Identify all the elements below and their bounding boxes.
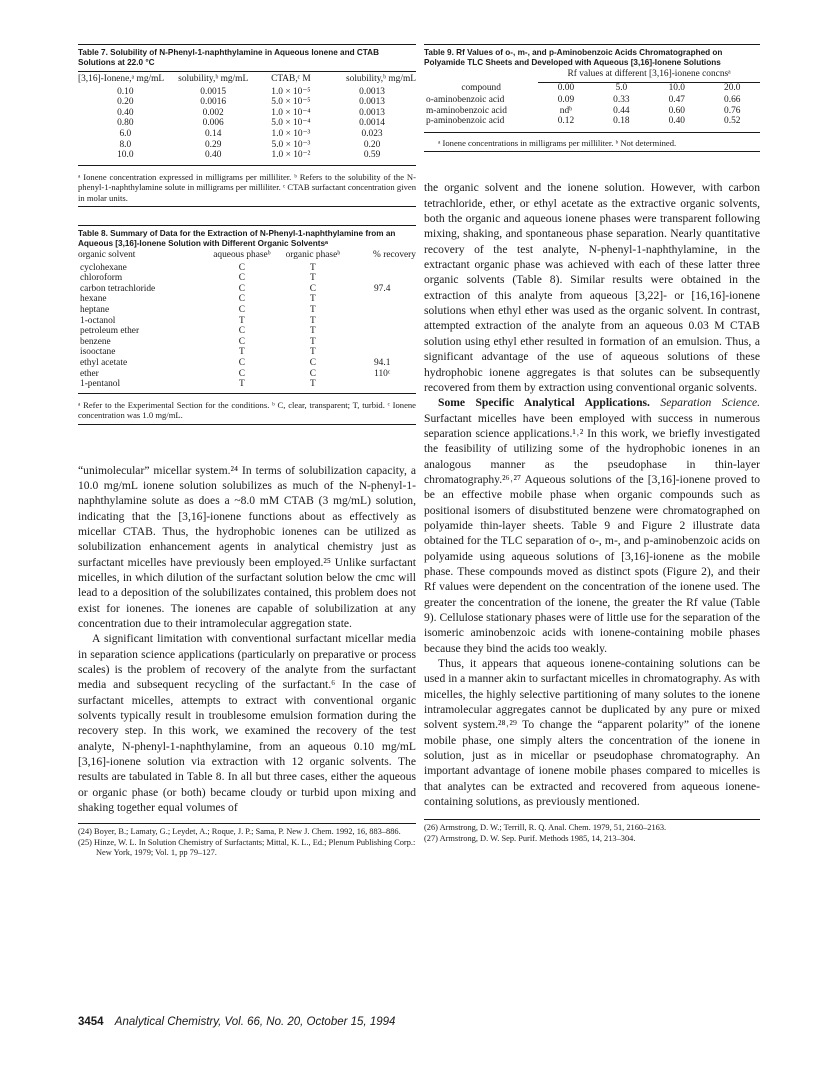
table8-cell: C [238, 357, 246, 368]
page-number: 3454 [78, 1016, 104, 1028]
table9-cell: 0.52 [724, 116, 741, 127]
table8-bottom-rule [78, 393, 416, 394]
page-footer [78, 1016, 395, 1028]
table8-cell: T [239, 315, 245, 326]
table7-caption: Table 7. Solubility of N-Phenyl-1-naphthylamine in Aqueous Ionene and CTAB Solutions at 22.0 °C [78, 48, 379, 67]
table8-cell: heptane [80, 304, 110, 315]
table7-cell: 0.0016 [200, 97, 227, 108]
right-column [424, 44, 760, 844]
table8-cell: T [310, 347, 316, 358]
table7 [78, 74, 416, 161]
references-left [78, 827, 416, 858]
table8-cell: T [310, 315, 316, 326]
table7-cell: 0.20 [363, 139, 381, 150]
table-row [78, 326, 416, 337]
table7-cell: 1.0 × 10⁻⁴ [271, 107, 311, 118]
paragraph: A significant limitation with conventional surfactant micellar media in separation science applications (particularly on preparative or process scales) is the problem of recovery of the analyte from the surfactant media and subsequent recycling of the surfactant.⁶ In the case of surfactant micelles, attempts to extract with conventional organic solvents typically result in troublesome emulsion formation during the recovery step. In this work, we examined the recovery of the test analyte, N-phenyl-1-naphthylamine, from an aqueous 0.10 mg/mL [3,16]-ionene solution via extraction with 12 organic solvents. The results are tabulated in Table 8. In all but three cases, either the aqueous or organic phase (or both) became cloudy or turbid upon mixing and shaking together equal volumes of [78, 632, 416, 815]
table8-cell: T [310, 273, 316, 284]
references-rule [78, 823, 416, 824]
table9-cell: 0.60 [668, 105, 685, 116]
table7-header: solubility,ᵇ mg/mL [178, 74, 249, 84]
table-row [78, 347, 416, 358]
journal-citation: Analytical Chemistry, Vol. 66, No. 20, October 15, 1994 [114, 1016, 396, 1028]
table8-header: aqueous phaseᵇ [213, 249, 271, 260]
table8-cell [348, 316, 416, 327]
table7-cell: 0.10 [117, 86, 134, 97]
table8-cell: hexane [80, 294, 107, 305]
table7-cell: 5.0 × 10⁻³ [271, 139, 311, 150]
table7-footnote: ᵃ Ionene concentration expressed in milligrams per milliliter. ᵇ Refers to the solubility of the N-phenyl-1-naphthylamine solute in milligrams per milliliter. ᶜ CTAB surfactant concentration given in molar units. [78, 171, 416, 203]
table-row [424, 116, 760, 127]
table7-cell: 0.29 [204, 139, 222, 150]
section-subheading: Separation Science. [660, 396, 761, 410]
table8-caption: Table 8. Summary of Data for the Extraction of N-Phenyl-1-naphthylamine from an Aqueous [3,16]-Ionene Solution with Different Organic Solventsᵃ [78, 228, 396, 248]
table8-cell [348, 347, 416, 358]
table8-header: organic phaseᵇ [285, 249, 341, 260]
table7-cell: 0.0013 [359, 86, 385, 97]
table8-cell: C [309, 283, 317, 294]
table-row [78, 273, 416, 284]
table8-cell: T [239, 347, 245, 358]
table-row [424, 106, 760, 117]
references-rule [424, 819, 760, 820]
table9-cell: 0.18 [613, 116, 630, 127]
table8-cell: C [238, 336, 246, 347]
section-text: Surfactant micelles have been employed with success in numerous separation science applications.¹˒² In this work, we briefly investigated the feasibility of utilizing some of the hydrophobic ionenes in an analogous manner as the pseudophase in thin-layer chromatography.²⁶˒²⁷ Aqueous solutions of the [3,16]-ionene proved to be an effective mobile phase when organic compounds such as positional isomers of disubstituted benzene were chromatographed on polyamide thin-layer sheets. Table 9 and Figure 2 illustrate data obtained for the TLC separation of o-, m-, and p-aminobenzoic acids on polyamide using aqueous solutions of [3,16]-ionene as the mobile phase. These compounds moved as distinct spots (Figure 2), and their Rf values were dependent on the concentration of the ionene used. The greater the concentration of the ionene, the greater the Rf value (Table 9). Cellulose stationary phases were of little use for the separation of the isomeric aminobenzoic acids with ionene-containing mobile phases because they bind the acids too weakly. [424, 411, 760, 655]
table8-cell: C [238, 273, 246, 284]
table8-cell [348, 305, 416, 316]
table8-cell [348, 326, 416, 337]
table8-cell: 1-pentanol [80, 379, 121, 390]
reference-item: (27) Armstrong, D. W. Sep. Purif. Methods 1985, 14, 213–304. [424, 833, 636, 843]
table9-footnote: ᵃ Ionene concentrations in milligrams per milliliter. ᵇ Not determined. [438, 137, 677, 148]
table8-cell: petroleum ether [80, 326, 140, 337]
table9 [424, 69, 760, 127]
table7-header: solubility,ᵇ mg/mL [345, 74, 416, 84]
table8-header: organic solvent [78, 249, 136, 260]
table8-cell: C [238, 294, 246, 305]
section-heading: Some Specific Analytical Applications. [438, 396, 650, 410]
table8-cell [348, 379, 416, 390]
table7-header-rule [78, 71, 416, 72]
table8-cell: T [310, 294, 316, 305]
table8-cell [348, 263, 416, 274]
table8-cell: 110ᶜ [374, 368, 391, 379]
paragraph: Thus, it appears that aqueous ionene-containing solutions can be used in a manner akin to surfactant micelles in chromatography. As with micelles, the highly selective partitioning of many solutes to the ionene intramolecular aggregates cannot be duplicated by any pure or mixed solvent system.²⁸˒²⁹ To change the “apparent polarity” of the ionene mobile phase, one simply alters the concentration of the ionene in solution, just as in micellar or pseudophase chromatography. An important advantage of ionene mobile phases compared to micelles is that analytes can be extracted and recovered from aqueous ionene-containing solutions, as previously mentioned. [424, 657, 760, 809]
table8-cell: T [310, 304, 316, 315]
table-row [78, 284, 416, 295]
table9-caption: Table 9. Rf Values of o-, m-, and p-Aminobenzoic Acids Chromatographed on Polyamide TLC Sheets and Developed with Aqueous [3,16]-Ionene Solutions [424, 48, 723, 67]
table8-cell: C [238, 283, 246, 294]
table8-cell [348, 337, 416, 348]
table7-cell: 0.002 [202, 107, 224, 118]
table8-header: % recovery [373, 249, 416, 260]
table-row [78, 358, 416, 369]
table8-cell: ether [80, 368, 99, 379]
table8-cell: cyclohexane [80, 262, 127, 273]
table7-cell: 0.40 [117, 107, 134, 118]
table7-cell: 1.0 × 10⁻³ [271, 128, 311, 139]
table9-header: 0.00 [557, 82, 575, 93]
table8-cell: T [310, 336, 316, 347]
table8-cell: T [239, 379, 245, 390]
table7-header: CTAB,ᶜ M [271, 74, 311, 84]
section-paragraph [424, 395, 760, 656]
table8-cell: isooctane [80, 347, 116, 358]
table7-cell: 0.14 [204, 128, 222, 139]
table-row [78, 263, 416, 274]
table8-cell [348, 273, 416, 284]
table9-cell: o-aminobenzoic acid [426, 95, 505, 106]
table-row [78, 294, 416, 305]
table8-cell: benzene [80, 336, 111, 347]
table7-cell: 0.023 [361, 128, 383, 139]
table9-cell: 0.09 [557, 95, 575, 106]
table9-cell: 0.12 [557, 116, 575, 127]
table8-cell: C [238, 304, 246, 315]
table7-cell: 0.59 [363, 150, 381, 161]
table7-cell: 10.0 [117, 150, 134, 161]
table7-cell: 0.40 [204, 150, 222, 161]
references-right [424, 823, 760, 844]
table9-cell: 0.76 [724, 105, 741, 116]
table8-cell: T [310, 379, 316, 390]
left-column [78, 44, 416, 859]
table7-cell: 5.0 × 10⁻⁵ [271, 97, 311, 108]
table-row [78, 108, 416, 119]
table8-end-rule [78, 424, 416, 425]
table8-cell: carbon tetrachloride [80, 283, 156, 294]
table7-cell: 0.80 [117, 118, 134, 129]
table-row [78, 118, 416, 129]
table-row [78, 369, 416, 380]
table7-cell: 5.0 × 10⁻⁴ [271, 118, 311, 129]
table8-cell: C [238, 262, 246, 273]
table7-cell: 0.0013 [359, 97, 385, 108]
paragraph: “unimolecular” micellar system.²⁴ In terms of solubilization capacity, a 10.0 mg/mL ionene solution solubilizes as much of the N-phenyl-1-naphthylamine solute as does a ~8.0 mM CTAB (3 mg/mL) solution, indicating that the [3,16]-ionene functions about as effectively as micellar CTAB. Thus, the hydrophobic ionenes can be utilized as solubilization enhancement agents in analytical chemistry just as surfactant micelles have previously been employed.²⁵ Unlike surfactant micelles, in which dilution of the surfactant solution below the cmc will lead to a deposition of the solubilizates contained, this problem does not exist for ionenes. The ionenes are capable of solubilization at any concentration due to their intramolecular aggregation state. [78, 463, 416, 630]
table8-cell: 1-octanol [80, 315, 116, 326]
table8-cell: T [310, 262, 316, 273]
table7-end-rule [78, 206, 416, 207]
left-body-text [78, 463, 416, 816]
table7-cell: 0.0014 [359, 118, 385, 129]
table8-cell [348, 294, 416, 305]
table9-end-rule [424, 151, 760, 152]
table8-cell: chloroform [80, 273, 123, 284]
reference-item: (26) Armstrong, D. W.; Terrill, R. Q. Anal. Chem. 1979, 51, 2160–2163. [424, 823, 667, 833]
table7-cell: 0.20 [117, 97, 134, 108]
reference-item: (25) Hinze, W. L. In Solution Chemistry of Surfactants; Mittal, K. L., Ed.; Plenum Publishing Corp.: New York, 1979; Vol. 1, pp 79–127. [78, 837, 416, 858]
table7-cell: 8.0 [119, 139, 132, 150]
reference-item: (24) Boyer, B.; Lamaty, G.; Leydet, A.; Roque, J. P.; Sama, P. New J. Chem. 1992, 16, 883–886. [78, 827, 401, 837]
table8-cell: C [238, 368, 246, 379]
table9-cell: 0.40 [668, 116, 685, 127]
table9-header: 10.0 [668, 82, 685, 93]
table-row [78, 129, 416, 140]
table7-header: [3,16]-Ionene,ᵃ mg/mL [78, 74, 165, 84]
table9-cell: 0.44 [613, 105, 630, 116]
right-body-text [424, 180, 760, 809]
table-row [78, 140, 416, 151]
table9-header: 20.0 [724, 82, 741, 93]
table8-cell: C [309, 357, 317, 368]
table7-cell: 0.0013 [359, 107, 385, 118]
table-row [78, 150, 416, 161]
paragraph: the organic solvent and the ionene solution. However, with carbon tetrachloride, ether, or ethyl acetate as the extractive organic solvents, both the organic and aqueous ionene phases were transparent following mixing, shaking, and spontaneous phase separation. Nearly quantitative recovery of the test analyte, N-phenyl-1-naphthylamine, in the extractant organic phase was achieved with each of these latter three organic solvents (Table 8). Similar results were obtained in the extraction of this analyte from aqueous [3,22]- or [16,16]-ionene solutions when ethyl ether was used as the organic solvent. In contrast, attempted extraction of the analyte from an aqueous 0.03 M CTAB solution using ethyl ether resulted in formation of an emulsion. Thus, a significant advantage of the use of aqueous solutions of these hydrophobic ionene aggregates is that solutes can be subsequently recovered from them by extraction using conventional organic solvents. [424, 181, 760, 394]
table7-cell: 6.0 [119, 128, 132, 139]
table9-cell: 0.66 [724, 95, 741, 106]
table7-cell: 1.0 × 10⁻⁵ [271, 86, 311, 97]
table-row [78, 305, 416, 316]
table-row [78, 379, 416, 390]
table-row [78, 316, 416, 327]
table7-cell: 1.0 × 10⁻² [271, 150, 311, 161]
table-row [78, 337, 416, 348]
table8-cell: 97.4 [373, 283, 391, 294]
table-row [424, 95, 760, 106]
table8-cell: ethyl acetate [80, 357, 128, 368]
table9-cell: ndᵇ [559, 105, 573, 116]
table8-cell: C [238, 326, 246, 337]
table7-cell: 0.0015 [200, 86, 227, 97]
table8-cell: C [309, 368, 317, 379]
table7-cell: 0.006 [202, 118, 224, 129]
table8 [78, 250, 416, 390]
table9-cell: p-aminobenzoic acid [426, 116, 505, 127]
table8-footnote: ᵃ Refer to the Experimental Section for the conditions. ᵇ C, clear, transparent; T, turbid. ᶜ Ionene concentration was 1.0 mg/mL. [78, 399, 416, 421]
table8-cell: 94.1 [373, 357, 391, 368]
table-row [78, 87, 416, 98]
table9-span-header: Rf values at different [3,16]-ionene concnsᵃ [538, 69, 760, 82]
table9-bottom-rule [424, 132, 760, 133]
table9-header: compound [461, 82, 501, 93]
table7-bottom-rule [78, 165, 416, 166]
table9-cell: 0.47 [668, 95, 685, 106]
table9-header: 5.0 [615, 82, 628, 93]
table9-cell: 0.33 [613, 95, 630, 106]
table8-cell: T [310, 326, 316, 337]
table-row [78, 97, 416, 108]
table9-cell: m-aminobenzoic acid [426, 105, 507, 116]
